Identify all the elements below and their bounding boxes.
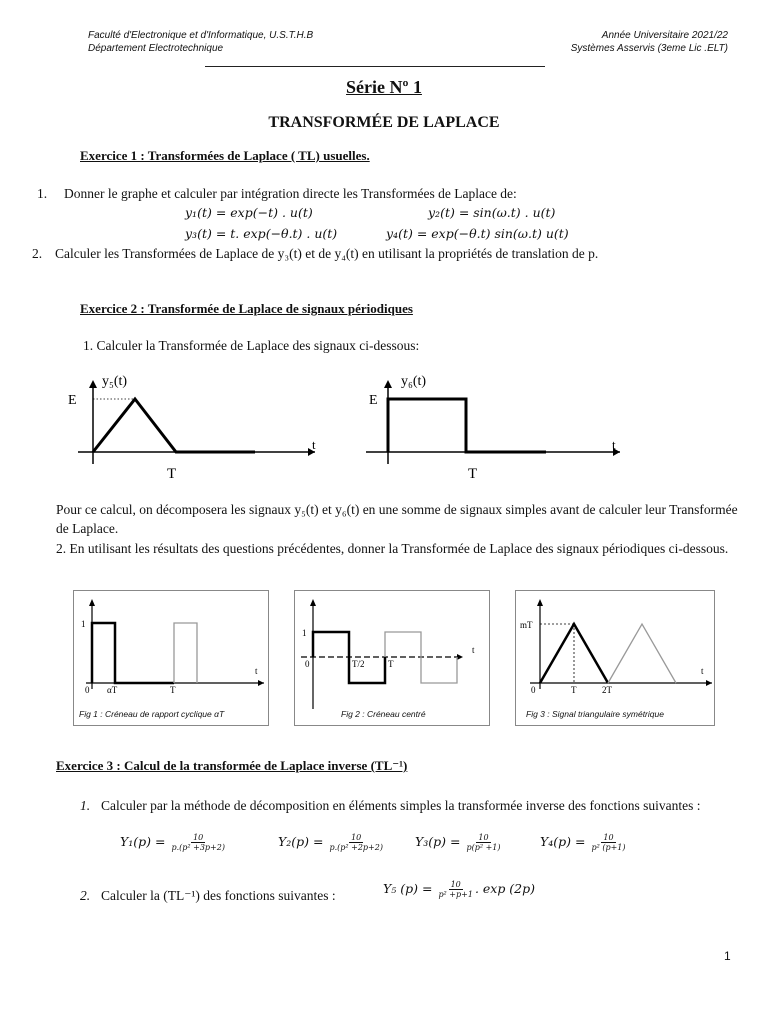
ex1-q2-number: 2. — [32, 246, 43, 261]
eq-Y1-fraction — [169, 833, 226, 852]
fig3-caption: Fig 3 : Signal triangulaire symétrique — [526, 709, 664, 719]
graph-y6-y-arrow — [384, 380, 392, 388]
fig1-periodic-copy — [174, 623, 197, 683]
eq-y2: y₂(t) = sin(ω.t) . u(t) — [428, 205, 556, 220]
graph-y5-T-label: T — [167, 466, 177, 482]
fig2-caption: Fig 2 : Créneau centré — [341, 709, 426, 719]
page-number: 1 — [724, 949, 731, 963]
eq-Y2-numerator: 10 — [351, 833, 362, 842]
eq-Y1 — [120, 833, 227, 852]
ex2-para1: Pour ce calcul, on décomposera les signaux y₅(t) et y₆(t) en une somme de signaux simples avant de calculer leur Transformée de Laplace. — [56, 502, 738, 536]
department-name: Département Electrotechnique — [88, 43, 224, 54]
eq-y1: y₁(t) = exp(−t) . u(t) — [185, 205, 313, 220]
eq-Y1-numerator: 10 — [193, 833, 204, 842]
eq-y4: y₄(t) = exp(−θ.t) sin(ω.t) u(t) — [386, 226, 569, 241]
fig2-y1-label: 1 — [302, 628, 307, 638]
ex2-heading: Exercice 2 : Transformée de Laplace de signaux périodiques — [80, 301, 413, 316]
eq-Y1-denominator: p.(p² +3p+2) — [171, 843, 225, 852]
ex2-para2: 2. En utilisant les résultats des questions précédentes, donner la Transformée de Laplace des signaux périodiques ci-dessous. — [56, 541, 729, 556]
graph-y5 — [60, 368, 330, 483]
eq-Y2-lhs: Y₂(p) = — [278, 834, 324, 849]
eq-Y2-fraction — [327, 833, 384, 852]
graph-y5-e-label: E — [68, 393, 77, 408]
fig1-x-arrow — [258, 680, 264, 686]
graph-y6-T-label: T — [468, 466, 478, 482]
eq-Y3-lhs: Y₃(p) = — [415, 834, 461, 849]
fig2-t-axis-label: t — [472, 645, 475, 655]
eq-Y4 — [540, 833, 627, 852]
graph-y6-t-axis-label: t — [612, 437, 616, 452]
header-divider — [205, 66, 545, 67]
graph-y6-e-label: E — [369, 393, 378, 408]
fig1-frame — [73, 590, 269, 726]
fig1-caption: Fig 1 : Créneau de rapport cyclique αT — [79, 709, 225, 719]
ex3-q2-text: Calculer la (TL⁻¹) des fonctions suivantes : — [101, 888, 336, 903]
graph-y5-label: y₅(t) — [102, 374, 128, 389]
fig3-y-arrow — [537, 599, 543, 606]
fig2-T-label: T — [388, 659, 394, 669]
fig2-x-arrow — [457, 654, 463, 660]
ex3-heading: Exercice 3 : Calcul de la transformée de Laplace inverse (TL⁻¹) — [56, 758, 408, 773]
eq-Y4-fraction — [589, 833, 627, 852]
fig1-origin-label: 0 — [85, 685, 90, 695]
eq-Y2 — [278, 833, 385, 852]
fig1-t-axis-label: t — [255, 666, 258, 676]
eq-Y5-tail: . exp (2p) — [474, 881, 536, 896]
fig1-y1-label: 1 — [81, 619, 86, 629]
fig1-plot — [74, 591, 268, 725]
fig3-x-arrow — [706, 680, 712, 686]
eq-Y5-numerator: 10 — [450, 880, 461, 889]
academic-year: Année Universitaire 2021/22 — [601, 30, 728, 41]
eq-Y5-fraction — [436, 880, 475, 899]
fig2-origin-label: 0 — [305, 659, 310, 669]
ex1-heading: Exercice 1 : Transformées de Laplace ( TL) usuelles. — [80, 148, 370, 163]
fig3-plot — [516, 591, 714, 725]
fig1-y-arrow — [89, 599, 95, 606]
fig3-T-label: T — [571, 685, 577, 695]
ex1-q1-text: Donner le graphe et calculer par intégration directe les Transformées de Laplace de: — [64, 186, 517, 201]
graph-y6 — [358, 368, 628, 483]
eq-Y2-denominator: p.(p² +2p+2) — [329, 843, 383, 852]
eq-Y4-numerator: 10 — [603, 833, 614, 842]
fig3-origin-label: 0 — [531, 685, 536, 695]
fig1-alphaT-label: αT — [107, 685, 118, 695]
eq-Y5-denominator: p² +p+1 — [438, 890, 473, 899]
header-right — [571, 29, 728, 55]
graph-y5-t-axis-label: t — [312, 437, 316, 452]
fig2-plot — [295, 591, 489, 725]
graph-y5-signal — [93, 399, 255, 452]
ex1-q1-number: 1. — [37, 186, 48, 201]
ex3-q1-text: Calculer par la méthode de décomposition en éléments simples la transformée inverse des fonctions suivantes : — [101, 798, 701, 813]
eq-Y5 — [383, 880, 535, 899]
fig3-periodic-copy — [608, 624, 676, 683]
fig3-frame — [515, 590, 715, 726]
fig3-t-axis-label: t — [701, 666, 704, 676]
faculty-name: Faculté d'Electronique et d'Informatique, U.S.T.H.B — [88, 30, 314, 41]
fig2-T2-label: T/2 — [352, 659, 365, 669]
fig1-signal — [92, 623, 174, 683]
graph-y6-label: y₆(t) — [401, 374, 427, 389]
eq-Y4-lhs: Y₄(p) = — [540, 834, 586, 849]
main-title: TRANSFORMÉE DE LAPLACE — [268, 114, 500, 131]
eq-y3: y₃(t) = t. exp(−θ.t) . u(t) — [185, 226, 338, 241]
eq-Y4-denominator: p² (p+1) — [591, 843, 626, 852]
eq-Y5-lhs: Y₅ (p) = — [383, 881, 433, 896]
ex3-q1-number: 1. — [80, 798, 91, 813]
eq-Y3-fraction — [464, 833, 502, 852]
serie-title: Série Nº 1 — [346, 77, 422, 97]
ex1-q2-text: Calculer les Transformées de Laplace de y₃(t) et de y₄(t) en utilisant la propriétés de translation de p. — [55, 246, 599, 261]
ex2-q1-text: 1. Calculer la Transformée de Laplace des signaux ci-dessous: — [83, 338, 420, 353]
fig3-mT-label: mT — [520, 620, 533, 630]
ex3-q2-number: 2. — [80, 888, 91, 903]
eq-Y3 — [415, 833, 502, 852]
graph-y6-signal — [388, 399, 546, 452]
fig2-y-arrow — [310, 599, 316, 606]
header-left — [88, 29, 313, 55]
course-name: Systèmes Asservis (3eme Lic .ELT) — [570, 43, 728, 54]
fig1-T-label: T — [170, 685, 176, 695]
graph-y5-y-arrow — [89, 380, 97, 388]
fig3-2T-label: 2T — [602, 685, 612, 695]
eq-Y1-lhs: Y₁(p) = — [120, 834, 166, 849]
fig2-frame — [294, 590, 490, 726]
eq-Y3-denominator: p(p² +1) — [466, 843, 501, 852]
eq-Y3-numerator: 10 — [478, 833, 489, 842]
